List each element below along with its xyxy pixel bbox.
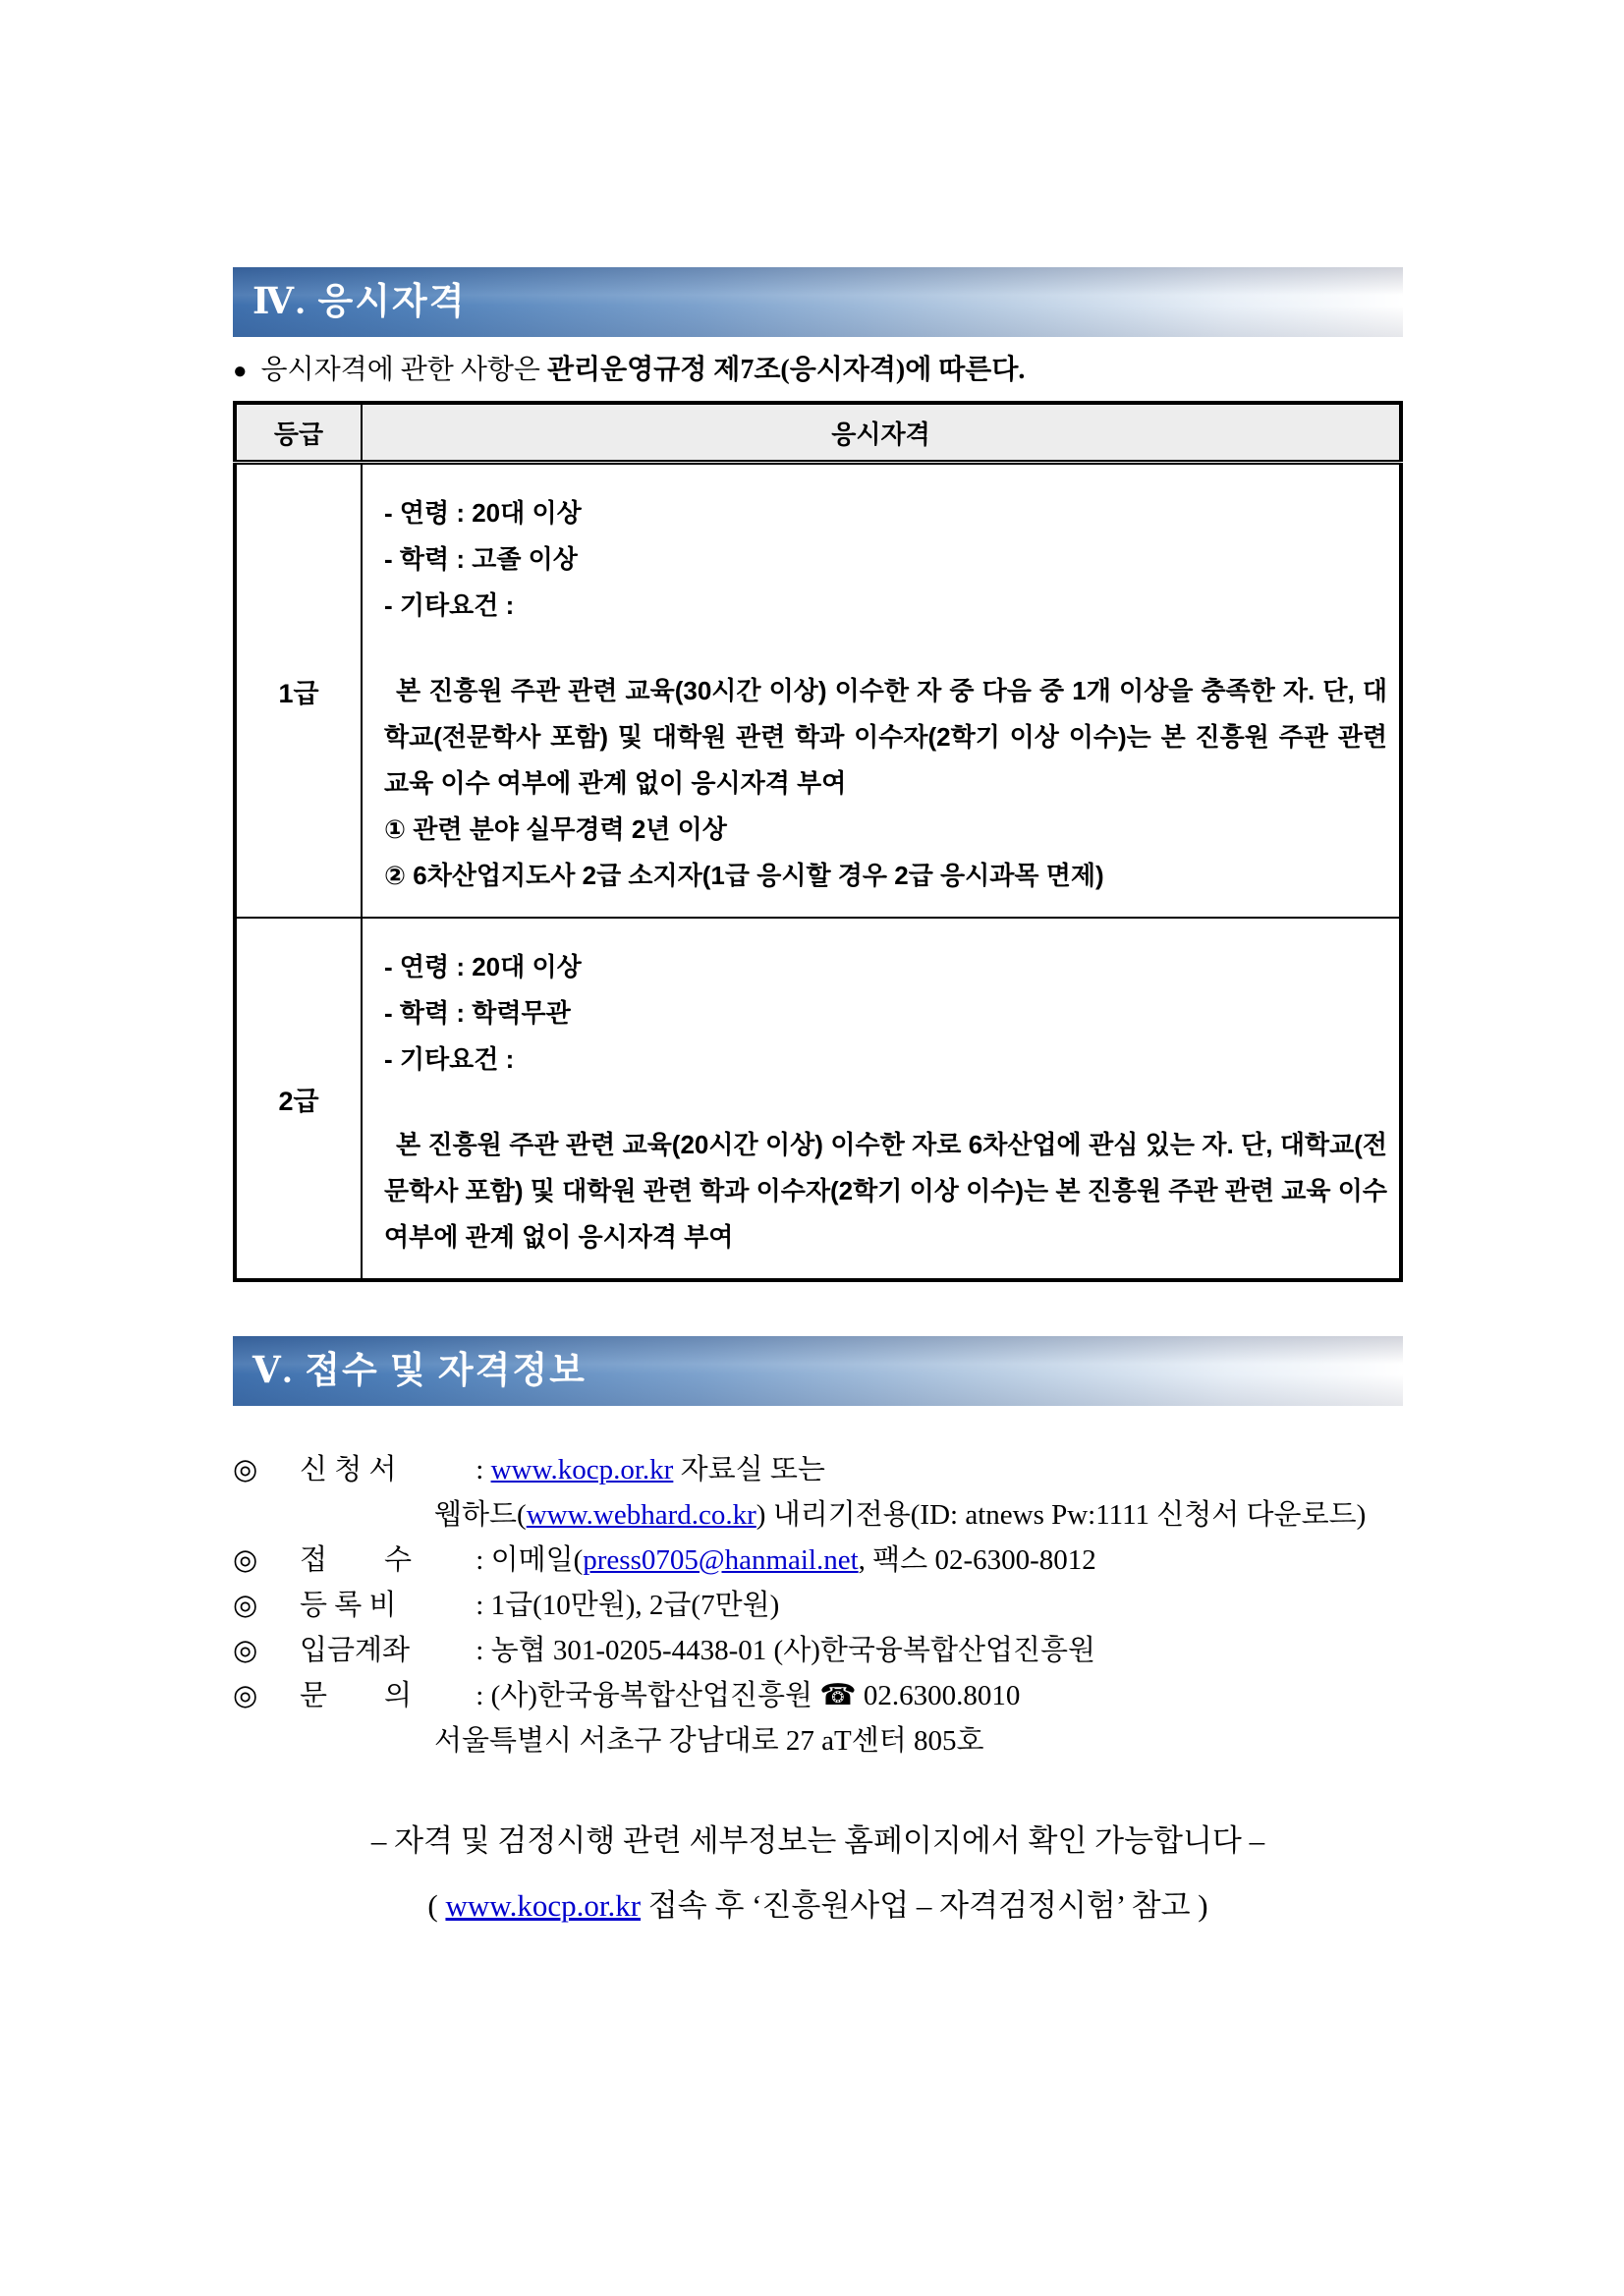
grade2-cond-edu: - 학력 : 학력무관 (384, 998, 571, 1028)
double-circle-bullet-icon: ◎ (233, 1544, 258, 1576)
grade2-eligibility-cell (362, 918, 1401, 1280)
section-iv-banner (233, 267, 1403, 337)
info-list (233, 1447, 1403, 1764)
eligibility-table (233, 401, 1403, 1282)
info-row-inquiry (233, 1673, 1403, 1718)
address-text: 서울특별시 서초구 강남대로 27 aT센터 805호 (434, 1725, 984, 1757)
grade1-item-2: ② 6차산업지도사 2급 소지자(1급 응시할 경우 2급 응시과목 면제) (384, 861, 1104, 890)
info-text: , 팩스 02-6300-8012 (858, 1544, 1096, 1576)
info-label: 신 청 서 (300, 1454, 397, 1485)
double-circle-bullet-icon: ◎ (233, 1590, 258, 1621)
footer-open-paren: ( (427, 1888, 446, 1923)
bullet-text-bold: 관리운영규정 제7조(응시자격)에 따른다. (546, 355, 1026, 385)
double-circle-bullet-icon: ◎ (233, 1454, 258, 1485)
webhard-link[interactable]: www.webhard.co.kr (526, 1499, 756, 1531)
info-text: (사)한국융복합산업진흥원 (490, 1680, 820, 1711)
info-row-fee (233, 1583, 1403, 1628)
footer-note (233, 1809, 1403, 1938)
info-separator: : (469, 1680, 491, 1711)
grade1-cond-age: - 연령 : 20대 이상 (384, 498, 582, 528)
bullet-text-normal: 응시자격에 관한 사항은 (260, 355, 547, 385)
footer-line-2 (233, 1874, 1403, 1938)
info-separator: : (469, 1544, 491, 1576)
grade1-paragraph: 본 진흥원 주관 관련 교육(30시간 이상) 이수한 자 중 다음 중 1개 이상을 충족한 자. 단, 대학교(전문학사 포함) 및 대학원 관련 학과 이수자(2학기 이상 이수)는 본 진흥원 주관 관련 교육 이수 여부에 관계 없이 응시자격 부여 (384, 676, 1387, 798)
info-text: 웹하드( (434, 1499, 527, 1531)
info-label: 문 의 (300, 1680, 413, 1711)
info-text: ) 내리기전용(ID: atnews Pw:1111 신청서 다운로드) (756, 1499, 1367, 1531)
footer-line-2-rest: 접속 후 ‘진흥원사업 – 자격검정시험’ 참고 ) (641, 1888, 1208, 1923)
kocp-footer-link[interactable]: www.kocp.or.kr (445, 1888, 642, 1923)
grade2-label: 2급 (235, 918, 362, 1280)
info-row-address (233, 1718, 1403, 1764)
info-label: 입금계좌 (300, 1635, 411, 1666)
header-grade: 등급 (235, 403, 362, 463)
info-text: 자료실 또는 (673, 1454, 825, 1485)
table-header-row (235, 403, 1401, 463)
grade1-label: 1급 (235, 463, 362, 919)
grade2-cond-age: - 연령 : 20대 이상 (384, 952, 582, 981)
grade2-cond-etc: - 기타요건 : (384, 1044, 515, 1074)
info-text: 농협 301-0205-4438-01 (사)한국융복합산업진흥원 (490, 1635, 1096, 1666)
telephone-icon: ☎ (819, 1679, 857, 1711)
section-v-banner (233, 1336, 1403, 1406)
email-link[interactable]: press0705@hanmail.net (583, 1544, 859, 1576)
kocp-link[interactable]: www.kocp.or.kr (490, 1454, 674, 1485)
double-circle-bullet-icon: ◎ (233, 1680, 258, 1711)
table-row-grade2 (235, 918, 1401, 1280)
double-circle-bullet-icon: ◎ (233, 1635, 258, 1666)
info-label: 등 록 비 (300, 1590, 397, 1621)
phone-number: 02.6300.8010 (856, 1680, 1021, 1711)
grade1-item-1: ① 관련 분야 실무경력 2년 이상 (384, 814, 727, 844)
info-label: 접 수 (300, 1544, 413, 1576)
grade1-cond-edu: - 학력 : 고졸 이상 (384, 544, 578, 574)
bullet-dot-icon: ● (233, 359, 248, 384)
info-separator: : (469, 1454, 491, 1485)
info-separator: : (469, 1635, 491, 1666)
page-content (233, 0, 1403, 1938)
section-iv-title: Ⅳ. 응시자격 (252, 282, 467, 322)
info-text: 1급(10만원), 2급(7만원) (490, 1590, 780, 1621)
grade1-eligibility-cell (362, 463, 1401, 919)
section-iv-bullet (233, 349, 1403, 393)
info-row-reception (233, 1538, 1403, 1583)
footer-line-1: – 자격 및 검정시행 관련 세부정보는 홈페이지에서 확인 가능합니다 – (370, 1823, 1265, 1858)
section-v-title: Ⅴ. 접수 및 자격정보 (252, 1351, 587, 1391)
info-row-webhard (233, 1492, 1403, 1538)
info-row-application (233, 1447, 1403, 1492)
header-eligibility: 응시자격 (362, 403, 1401, 463)
grade1-cond-etc: - 기타요건 : (384, 590, 515, 620)
table-row-grade1 (235, 463, 1401, 919)
info-row-account (233, 1628, 1403, 1673)
info-separator: : (469, 1590, 491, 1621)
info-text: 이메일( (490, 1544, 584, 1576)
grade2-paragraph: 본 진흥원 주관 관련 교육(20시간 이상) 이수한 자로 6차산업에 관심 있는 자. 단, 대학교(전문학사 포함) 및 대학원 관련 학과 이수자(2학기 이상 이수)는 본 진흥원 주관 관련 교육 이수 여부에 관계 없이 응시자격 부여 (384, 1130, 1387, 1252)
